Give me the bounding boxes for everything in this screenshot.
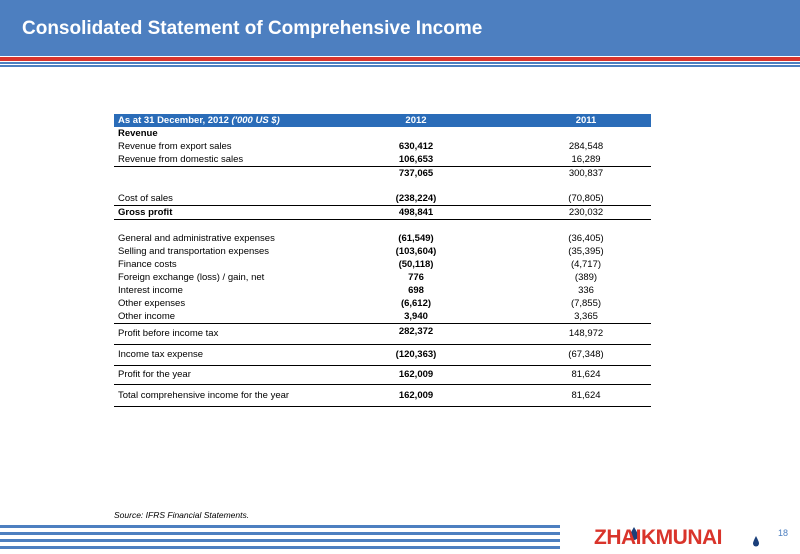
table-row-subtotal bbox=[114, 166, 651, 180]
row-spacer bbox=[114, 220, 651, 232]
table-row bbox=[114, 258, 651, 271]
footer-stripe bbox=[0, 539, 560, 542]
value-2012: (61,549) bbox=[398, 233, 434, 244]
row-label: Total comprehensive income for the year bbox=[118, 390, 290, 401]
row-label: Revenue from domestic sales bbox=[118, 154, 244, 165]
table-row-gross-profit bbox=[114, 206, 651, 220]
value-2012: (6,612) bbox=[400, 298, 432, 309]
row-label: Selling and transportation expenses bbox=[118, 246, 270, 257]
table-row bbox=[114, 245, 651, 258]
column-header-2012: 2012 bbox=[405, 115, 427, 126]
slide-title: Consolidated Statement of Comprehensive Income bbox=[22, 18, 483, 39]
value-2011: 81,624 bbox=[571, 369, 601, 380]
table-row bbox=[114, 232, 651, 245]
table-row-profit-for-year bbox=[114, 366, 651, 385]
row-label: Interest income bbox=[118, 285, 183, 296]
row-label: Foreign exchange (loss) / gain, net bbox=[118, 272, 265, 283]
row-label: Cost of sales bbox=[118, 193, 173, 204]
value-2012: 162,009 bbox=[398, 369, 434, 380]
footer-stripe bbox=[0, 525, 560, 528]
column-header-2011: 2011 bbox=[575, 115, 597, 126]
table-row bbox=[114, 284, 651, 297]
value-2011: 3,365 bbox=[574, 311, 598, 322]
row-label: General and administrative expenses bbox=[118, 233, 275, 244]
row-label: Other income bbox=[118, 311, 176, 322]
row-label: Finance costs bbox=[118, 259, 177, 270]
row-spacer bbox=[114, 180, 651, 192]
value-2012: 698 bbox=[408, 285, 424, 296]
value-2011: (389) bbox=[574, 272, 598, 283]
value-2011: 230,032 bbox=[568, 207, 604, 218]
row-label: Other expenses bbox=[118, 298, 186, 309]
footer-stripe bbox=[0, 546, 560, 549]
table-header-row bbox=[114, 114, 651, 127]
oil-drop-icon bbox=[753, 536, 759, 547]
value-2011: 81,624 bbox=[571, 390, 601, 401]
value-2012: 737,065 bbox=[398, 168, 434, 179]
value-2012: (50,118) bbox=[398, 259, 434, 270]
value-2011: 336 bbox=[578, 285, 594, 296]
value-2012: (103,604) bbox=[395, 246, 437, 257]
table-row-total-comprehensive-income bbox=[114, 385, 651, 407]
table-row bbox=[114, 297, 651, 310]
table-header-label bbox=[118, 115, 280, 126]
value-2011: 16,289 bbox=[571, 154, 601, 165]
value-2011: (7,855) bbox=[570, 298, 602, 309]
footer-stripe bbox=[0, 532, 560, 535]
header-red-stripe bbox=[0, 57, 800, 61]
value-2012: (120,363) bbox=[395, 349, 437, 360]
table-row bbox=[114, 140, 651, 153]
value-2012: 162,009 bbox=[398, 390, 434, 401]
table-row bbox=[114, 271, 651, 284]
source-note: Source: IFRS Financial Statements. bbox=[114, 510, 250, 520]
value-2011: (67,348) bbox=[568, 349, 604, 360]
table-row-profit-before-tax bbox=[114, 324, 651, 345]
row-label: Profit for the year bbox=[118, 369, 191, 380]
value-2011: (70,805) bbox=[568, 193, 604, 204]
value-2011: 300,837 bbox=[568, 168, 604, 179]
page-number: 18 bbox=[778, 528, 789, 538]
zhaikmunai-logo bbox=[594, 524, 774, 548]
income-statement-table bbox=[114, 114, 651, 407]
value-2012: 498,841 bbox=[398, 207, 434, 218]
value-2012: (238,224) bbox=[395, 193, 437, 204]
row-label: Revenue from export sales bbox=[118, 141, 232, 152]
row-label: Gross profit bbox=[118, 207, 173, 218]
header-blue-stripe bbox=[0, 65, 800, 67]
table-row bbox=[114, 310, 651, 324]
slide-header bbox=[0, 0, 800, 56]
value-2011: (4,717) bbox=[570, 259, 602, 270]
value-2011: (36,405) bbox=[568, 233, 604, 244]
value-2012: 776 bbox=[408, 272, 424, 283]
value-2012: 106,653 bbox=[398, 154, 434, 165]
table-row-income-tax bbox=[114, 345, 651, 366]
value-2011: (35,395) bbox=[568, 246, 604, 257]
row-label: Profit before income tax bbox=[118, 328, 219, 339]
table-row bbox=[114, 192, 651, 206]
header-label-unit: ('000 US $) bbox=[231, 115, 280, 126]
value-2012: 282,372 bbox=[398, 326, 434, 337]
value-2011: 284,548 bbox=[568, 141, 604, 152]
value-2012: 3,940 bbox=[404, 311, 428, 322]
value-2012: 630,412 bbox=[398, 141, 434, 152]
row-label: Revenue bbox=[118, 128, 158, 139]
value-2011: 148,972 bbox=[568, 328, 604, 339]
table-row bbox=[114, 127, 651, 140]
header-label-text: As at 31 December, 2012 bbox=[118, 115, 232, 126]
table-row bbox=[114, 153, 651, 166]
header-blue-stripe bbox=[0, 62, 800, 64]
logo-wordmark: ZHAIKMUNAI bbox=[594, 526, 722, 548]
row-label: Income tax expense bbox=[118, 349, 204, 360]
